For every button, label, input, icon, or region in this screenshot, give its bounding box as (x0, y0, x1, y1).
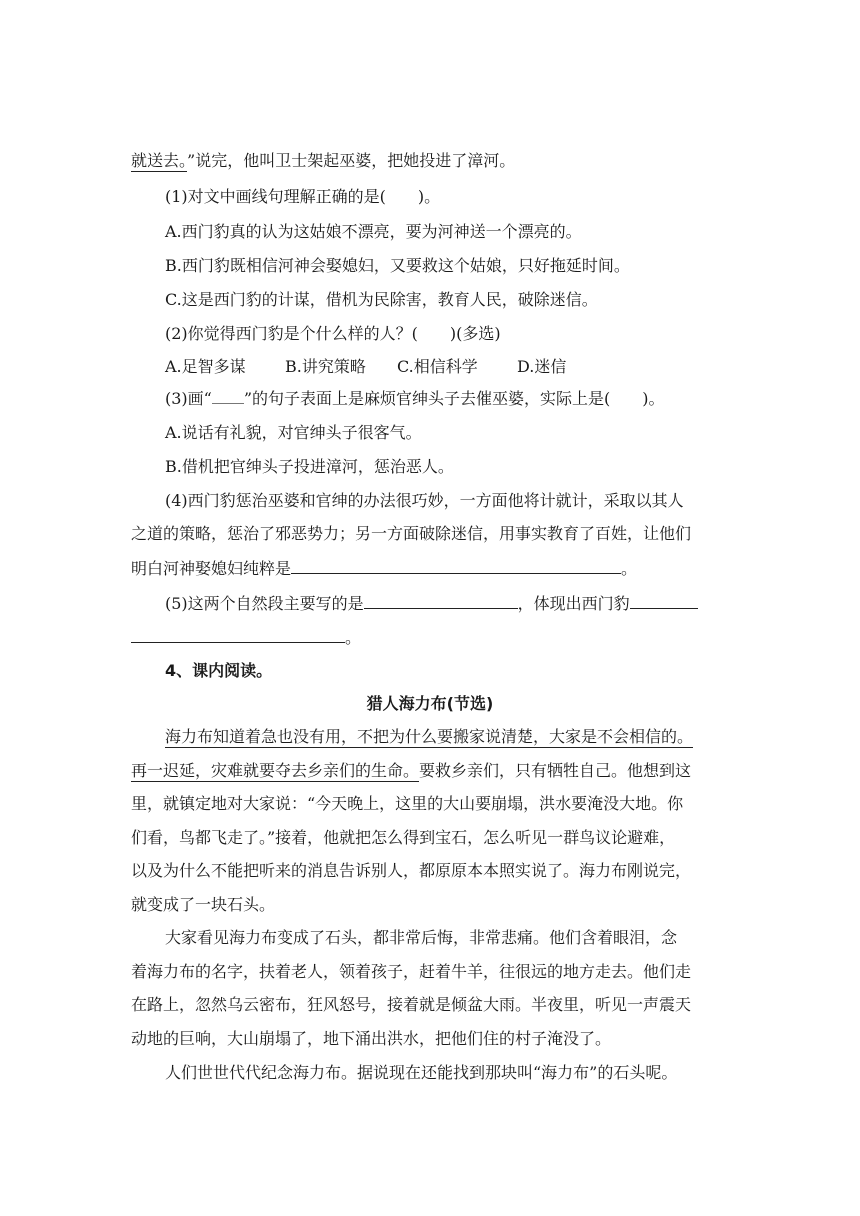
underlined-sentence: 海力布知道着急也没有用，不把为什么要搬家说清楚，大家是不会相信的。 (165, 727, 694, 746)
passage-line (165, 727, 693, 747)
passage-line: 就送去。”说完，他叫卫士架起巫婆，把她投进了漳河。 (131, 151, 516, 170)
answer-blank[interactable] (630, 592, 698, 609)
question-2-stem: (2)你觉得西门豹是个什么样的人？( )(多选) (165, 324, 501, 343)
passage-line: 里，就镇定地对大家说：“今天晚上，这里的大山要崩塌，洪水要淹没大地。你 (131, 794, 684, 813)
question-2-option: D.迷信 (517, 357, 567, 376)
question-1-stem: (1)对文中画线句理解正确的是( )。 (165, 187, 441, 206)
question-4-line: (4)西门豹惩治巫婆和官绅的办法很巧妙，一方面他将计就计，采取以其人 (165, 491, 684, 510)
question-2-options (165, 357, 566, 377)
passage-line: 着海力布的名字，扶着老人，领着孩子，赶着牛羊，往很远的地方走去。他们走 (131, 962, 692, 981)
passage-line: 就变成了一块石头。 (131, 895, 276, 914)
passage-line: 大家看见海力布变成了石头，都非常后悔，非常悲痛。他们含着眼泪，念 (165, 928, 678, 947)
passage-line: 以及为什么不能把听来的消息告诉别人，都原原本本照实说了。海力布刚说完， (131, 861, 692, 880)
passage-line: 动地的巨响，大山崩塌了，地下涌出洪水，把他们住的村子淹没了。 (131, 1029, 612, 1048)
underlined-sentence: 再一迟延，灾难就要夺去乡亲们的生命。 (131, 761, 420, 780)
passage-line: 在路上，忽然乌云密布，狂风怒号，接着就是倾盆大雨。半夜里，听见一声震天 (131, 995, 692, 1014)
question-4-line: 之道的策略，惩治了邪恶势力；另一方面破除迷信，用事实教育了百姓，让他们 (131, 524, 692, 543)
question-3-option-b: B.借机把官绅头子投进漳河，惩治恶人。 (165, 457, 454, 476)
passage-line: 人们世世代代纪念海力布。据说现在还能找到那块叫“海力布”的石头呢。 (165, 1063, 678, 1082)
passage-line: 再一迟延，灾难就要夺去乡亲们的生命。要救乡亲们，只有牺牲自己。他想到这 (131, 761, 692, 780)
section-heading: 4、课内阅读。 (165, 661, 273, 680)
question-1-option-a: A.西门豹真的认为这姑娘不漂亮，要为河神送一个漂亮的。 (165, 222, 582, 241)
question-5-line: (5)这两个自然段主要写的是 ，体现出西门豹 (165, 592, 698, 614)
answer-blank[interactable] (364, 592, 518, 609)
question-1-option-c: C.这是西门豹的计谋，借机为民除害，教育人民，破除迷信。 (165, 290, 598, 309)
question-2-option: B.讲究策略 (285, 357, 366, 376)
question-3-stem: (3)画“ ”的句子表面上是麻烦官绅头子去催巫婆，实际上是( )。 (165, 389, 665, 408)
underlined-sentence: 就送去。 (131, 151, 188, 170)
question-5-line: 。 (131, 626, 361, 648)
question-2-option: A.足智多谋 (165, 357, 246, 376)
answer-blank[interactable] (131, 626, 345, 643)
answer-blank[interactable] (291, 557, 621, 574)
question-1-option-b: B.西门豹既相信河神会娶媳妇，又要救这个姑娘，只好拖延时间。 (165, 256, 630, 275)
question-2-option: C.相信科学 (397, 357, 478, 376)
question-3-option-a: A.说话有礼貌，对官绅头子很客气。 (165, 423, 422, 442)
passage-line: 们看，鸟都飞走了。”接着，他就把怎么得到宝石，怎么听见一群鸟议论避难， (131, 828, 676, 847)
passage-title: 猎人海力布(节选) (366, 694, 494, 713)
sample-underline-mark (212, 389, 244, 404)
question-4-answer-line: 明白河神娶媳妇纯粹是 。 (131, 559, 638, 578)
